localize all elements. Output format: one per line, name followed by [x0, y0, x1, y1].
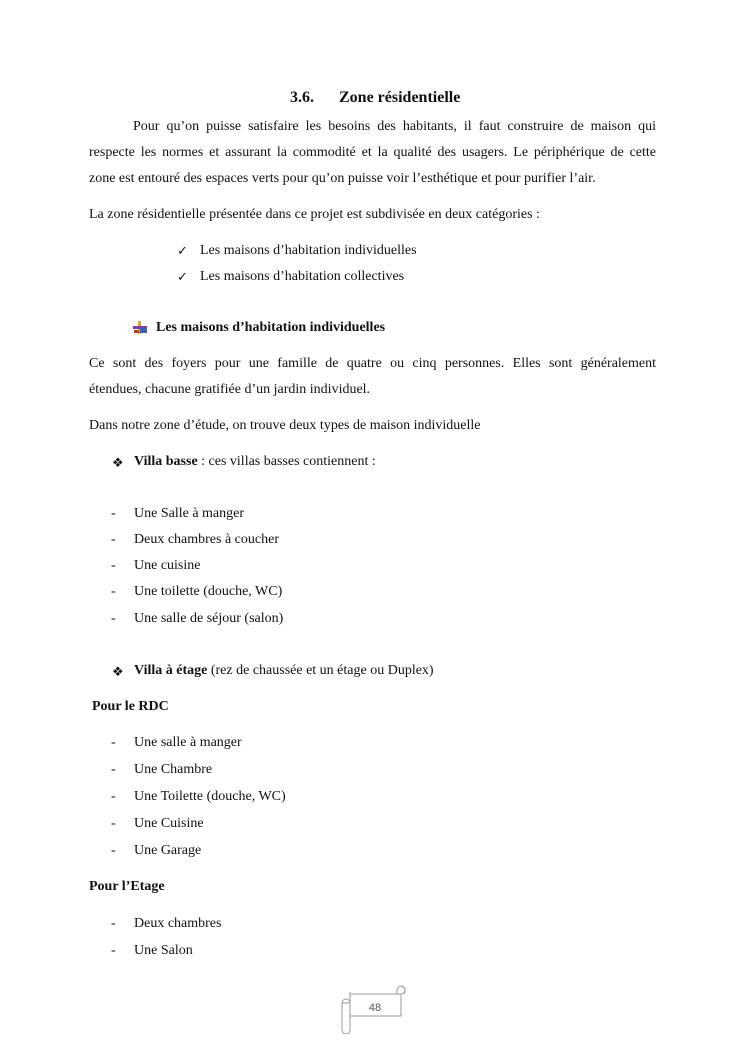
- villa-etage-line: [134, 663, 434, 679]
- etage-heading: Pour l’Etage: [89, 879, 165, 894]
- dash-bullet: -: [111, 558, 116, 573]
- room-item: Une Toilette (douche, WC): [134, 789, 286, 804]
- check-icon: ✓: [177, 269, 188, 284]
- dash-bullet: -: [111, 584, 116, 599]
- dash-bullet: -: [111, 816, 116, 831]
- dash-bullet: -: [111, 532, 116, 547]
- dash-bullet: -: [111, 943, 116, 958]
- villa-basse-line: [134, 454, 376, 470]
- bullet-plus-icon: [133, 321, 148, 334]
- types-intro: Dans notre zone d’étude, on trouve deux types de maison individuelle: [89, 418, 481, 433]
- villa-basse-desc: : ces villas basses contiennent :: [197, 454, 376, 469]
- room-item: Une Chambre: [134, 762, 213, 777]
- categories-intro: La zone résidentielle présentée dans ce projet est subdivisée en deux catégories :: [89, 207, 540, 222]
- dash-bullet: -: [111, 916, 116, 931]
- room-item: Une toilette (douche, WC): [134, 584, 283, 599]
- page-number: 48: [368, 1002, 382, 1014]
- section-number: 3.6.: [290, 89, 314, 106]
- room-item: Une cuisine: [134, 558, 201, 573]
- room-item: Une Salon: [134, 943, 193, 958]
- room-item: Une Salle à manger: [134, 506, 245, 521]
- room-item: Deux chambres: [134, 916, 222, 931]
- category-item: Les maisons d’habitation collectives: [200, 269, 405, 284]
- dash-bullet: -: [111, 843, 116, 858]
- diamond-bullet-icon: ❖: [112, 455, 124, 470]
- dash-bullet: -: [111, 762, 116, 777]
- dash-bullet: -: [111, 611, 116, 626]
- individual-desc-line-1: Ce sont des foyers pour une famille de quatre ou cinq personnes. Elles sont généralement: [89, 356, 656, 371]
- room-item: Une Garage: [134, 843, 202, 858]
- check-icon: ✓: [177, 243, 188, 258]
- villa-etage-desc: (rez de chaussée et un étage ou Duplex): [207, 663, 434, 678]
- rdc-heading: Pour le RDC: [92, 699, 169, 714]
- villa-basse-label: Villa basse: [134, 454, 198, 469]
- room-item: Une salle de séjour (salon): [134, 611, 284, 626]
- individual-desc-line-2: étendues, chacune gratifiée d’un jardin individuel.: [89, 382, 371, 397]
- intro-line-2: respecte les normes et assurant la commodité et la qualité des usagers. Le périphérique de cette: [89, 145, 656, 160]
- intro-line-1: Pour qu’on puisse satisfaire les besoins des habitants, il faut construire de maison qui: [133, 119, 656, 134]
- dash-bullet: -: [111, 789, 116, 804]
- room-item: Une Cuisine: [134, 816, 204, 831]
- room-item: Une salle à manger: [134, 735, 242, 750]
- category-item: Les maisons d’habitation individuelles: [200, 243, 417, 258]
- subsection-title: Les maisons d’habitation individuelles: [156, 320, 386, 335]
- dash-bullet: -: [111, 506, 116, 521]
- dash-bullet: -: [111, 735, 116, 750]
- section-title: Zone résidentielle: [339, 89, 461, 106]
- intro-line-3: zone est entouré des espaces verts pour qu’on puisse voir l’esthétique et pour purifier l’air.: [89, 171, 596, 186]
- diamond-bullet-icon: ❖: [112, 664, 124, 679]
- villa-etage-label: Villa à étage: [134, 663, 208, 678]
- room-item: Deux chambres à coucher: [134, 532, 279, 547]
